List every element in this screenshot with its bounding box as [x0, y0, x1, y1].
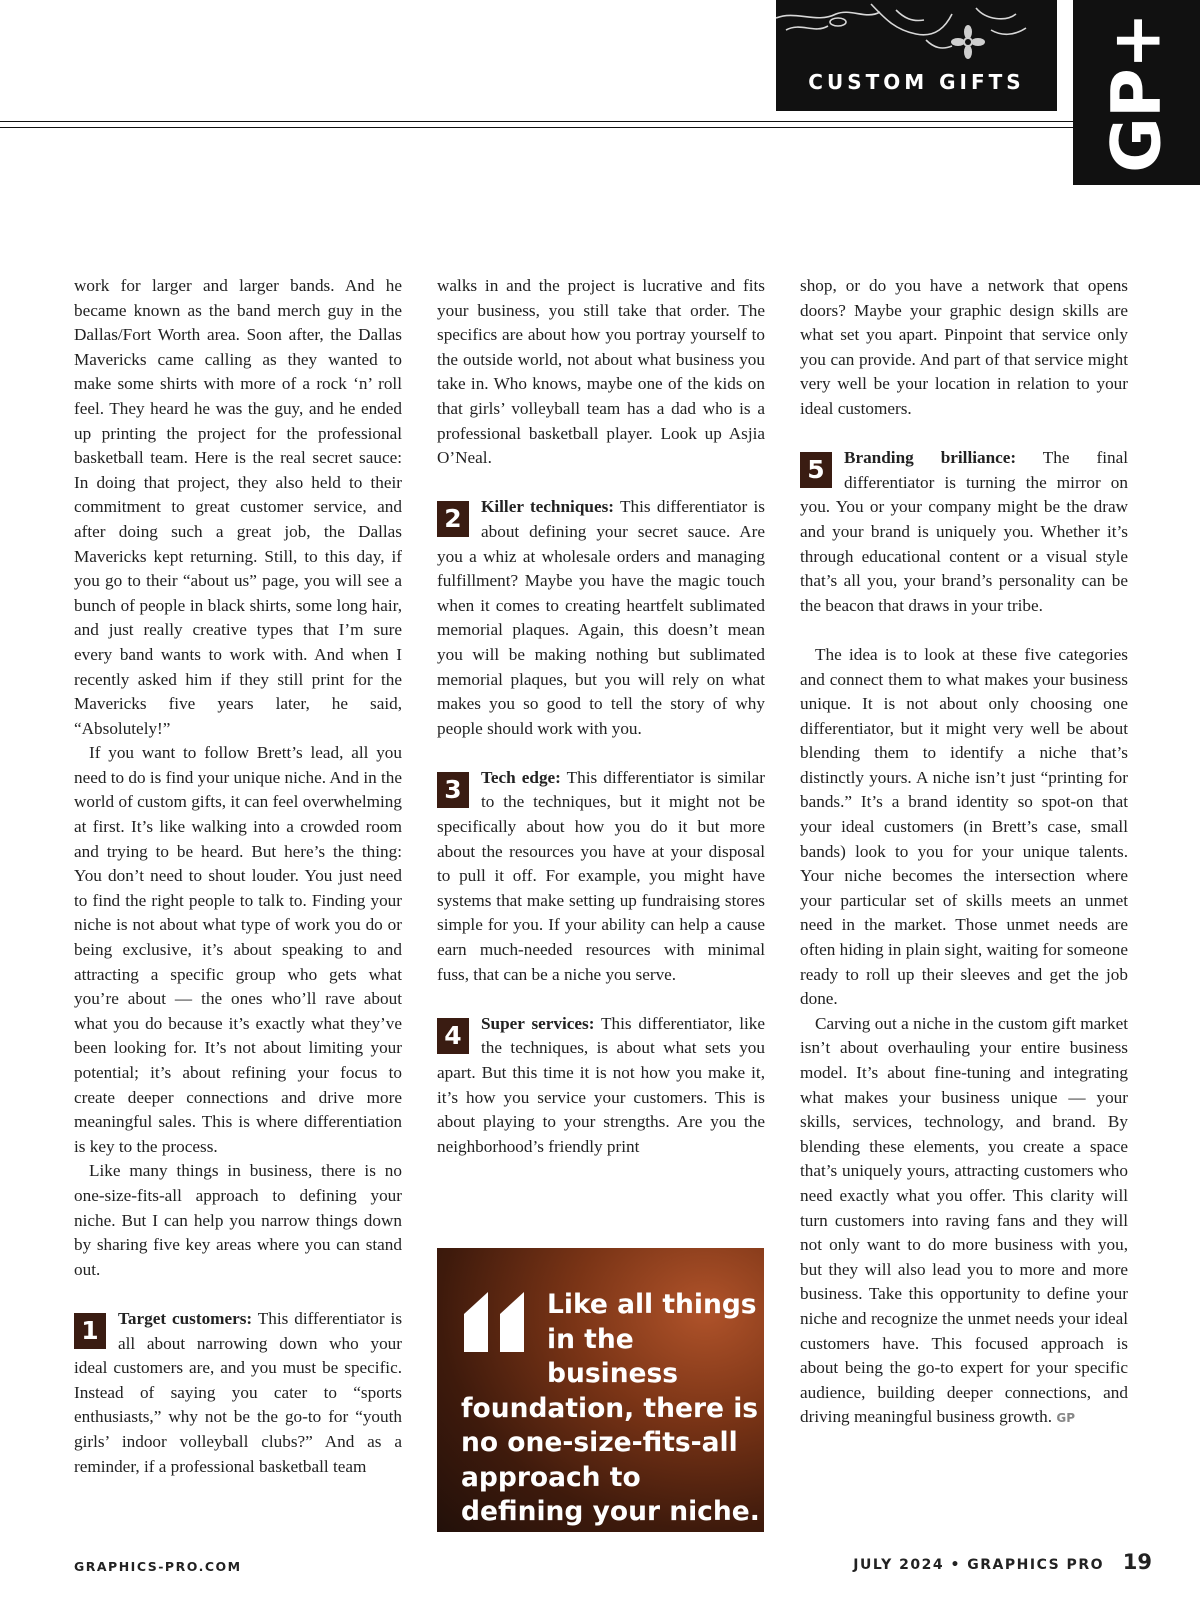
item-number-badge: 2 [437, 501, 469, 537]
section-label: CUSTOM GIFTS [808, 70, 1025, 94]
paragraph: work for larger and larger bands. And he became known as the band merch guy in the Dallas/Fort Worth area. Soon after, the Dallas Mavericks came calling as they wanted to make some shirts with more of a rock ‘n’ roll feel. They heard he was the guy, and he ended up printing the project for the professional basketball team. Here is the real secret sauce: In doing that project, they also held to their commitment to great customer service, and after doing such a great job, the Dallas Mavericks kept returning. Still, to this day, if you go to their “about us” page, you will see a bunch of people in black shirts, some long hair, and just really creative types that I’m sure every band wants to work with. And when I recently asked him if they still print for the Mavericks five years later, he said, “Absolutely!” [74, 276, 402, 738]
item-title: Branding brilliance: [844, 448, 1017, 468]
item-title: Target customers: [118, 1308, 253, 1328]
item-text: The final differentiator is turning the mirror on you. You or your company might be the draw and your brand is uniquely you. Whether it’s through educational content or a visual style that’s all you, your brand’s personality can be the beacon that draws in your tribe. [800, 448, 1128, 615]
column-2 [437, 274, 765, 1159]
item-text: This differentiator is similar to the techniques, but it might not be specifically about how you do it but more about the resources you have at your disposal to pull it off. For example, you might have systems that make setting up fundraising stores simple for you. If your ability can help a cause earn much-needed resources with minimal fuss, that can be a niche you serve. [437, 767, 765, 984]
item-number-badge: 4 [437, 1018, 469, 1054]
pull-quote-line: in the business [547, 1323, 679, 1389]
magazine-tab [1073, 0, 1200, 185]
item-text: This differentiator, like the techniques, is about what sets you apart. But this time it is not how you make it, it’s how you service your customers. This is about playing to your strengths. Are you the neighborhood’s friendly print [437, 1013, 766, 1156]
paragraph: walks in and the project is lucrative and fits your business, you still take that order. The specifics are about how you portray yourself to the outside world, not about what business you take in. Who knows, maybe one of the kids on that girls’ volleyball team has a dad who is a professional basketball player. Look up Asjia O’Neal. [437, 276, 765, 468]
header-rule-top [0, 121, 1074, 122]
pull-quote-text [461, 1288, 761, 1530]
item-text: This differentiator is all about narrowing down who your ideal customers are, and you must be specific. Instead of saying you cater to “sports enthusiasts,” why not be the go-to for “youth girls’ indoor volleyball clubs?” And as a reminder, if a professional basketball team [74, 1308, 403, 1476]
item-title: Killer techniques: [481, 497, 614, 517]
pull-quote [437, 1248, 764, 1532]
section-banner [776, 0, 1057, 111]
paragraph: Like many things in business, there is no one-size-fits-all approach to defining your niche. But I can help you narrow things down by sharing five key areas where you can stand out. [74, 1161, 402, 1279]
paragraph-text: Carving out a niche in the custom gift market isn’t about overhauling your entire business model. It’s about fine-tuning and integrating what makes your business unique — your skills, services, technology, and brand. By blending these elements, you create a space that’s uniquely yours, attracting customers who need exactly what you offer. This clarity will turn customers into raving fans and they will not only want to do more business with you, but they will also lead you to more and more business. Take this opportunity to define your niche and recognize the unmet needs your ideal customers have. This focused approach is about being the go-to expert for your specific audience, building deeper connections, and driving meaningful business growth. [800, 1013, 1128, 1427]
list-item-super-services [437, 1012, 765, 1160]
end-mark: GP [1056, 1411, 1076, 1426]
floral-ornament-icon [776, 0, 1057, 70]
item-number-badge: 1 [74, 1313, 106, 1349]
footer-issue: JULY 2024 • GRAPHICS PRO [853, 1557, 1104, 1573]
paragraph: shop, or do you have a network that opens doors? Maybe your graphic design skills are what set you apart. Pinpoint that service only you can provide. And part of that service might very well be your location in relation to your ideal customers. [800, 276, 1128, 418]
list-item-killer-techniques [437, 495, 765, 741]
page-number: 19 [1122, 1550, 1152, 1574]
item-text: This differentiator is about defining your secret sauce. Are you a whiz at wholesale orders and managing fulfillment? Maybe you have the magic touch when it comes to creating heartfelt sublimated memorial plaques. Again, this doesn’t mean you will be making nothing but sublimated memorial plaques, but you will rely on what makes you so good to tell the story of why people should work with you. [437, 497, 765, 738]
header-rule-bottom [0, 127, 1074, 128]
footer-website: GRAPHICS-PRO.COM [74, 1559, 242, 1574]
tab-label: GP+ [1097, 12, 1176, 173]
item-title: Tech edge: [481, 767, 561, 787]
pull-quote-line: Like all things [547, 1289, 757, 1320]
item-number-badge: 3 [437, 772, 469, 808]
list-item-target-customers [74, 1307, 402, 1479]
item-number-badge: 5 [800, 452, 832, 488]
column-3 [800, 274, 1128, 1431]
paragraph [800, 1012, 1128, 1431]
list-item-tech-edge [437, 766, 765, 987]
column-1 [74, 274, 402, 1479]
item-title: Super services: [481, 1013, 595, 1033]
paragraph: The idea is to look at these five categories and connect them to what makes your business unique. It is not about only choosing one differentiator, but it might very well be about blending them to identify a niche that’s distinctly yours. A niche isn’t just “printing for bands.” It’s a brand identity so spot-on that your ideal customers (in Brett’s case, small bands) look to you for your unique talents. Your niche becomes the intersection where your particular set of skills meets an unmet need in the market. Those unmet needs are often hiding in plain sight, waiting for someone ready to roll up their sleeves and get the job done. [800, 644, 1128, 1009]
pull-quote-rest: foundation, there is no one-size-fits-all approach to defining your niche. [461, 1392, 760, 1527]
paragraph: If you want to follow Brett’s lead, all you need to do is find your unique niche. And in the world of custom gifts, it can feel overwhelming at first. It’s like walking into a crowded room and trying to be heard. But here’s the thing: You don’t need to shout louder. You just need to find the right people to talk to. Finding your niche is not about what type of work you do or being exclusive, it’s about speaking to and attracting a specific group who gets what you’re about — the ones who’ll rave about what you do because it’s exactly what they’ve been looking for. It’s not about limiting your potential; it’s about refining your focus to create deeper connections and drive more meaningful sales. This is where differentiation is key to the process. [74, 743, 402, 1156]
list-item-branding-brilliance [800, 446, 1128, 618]
